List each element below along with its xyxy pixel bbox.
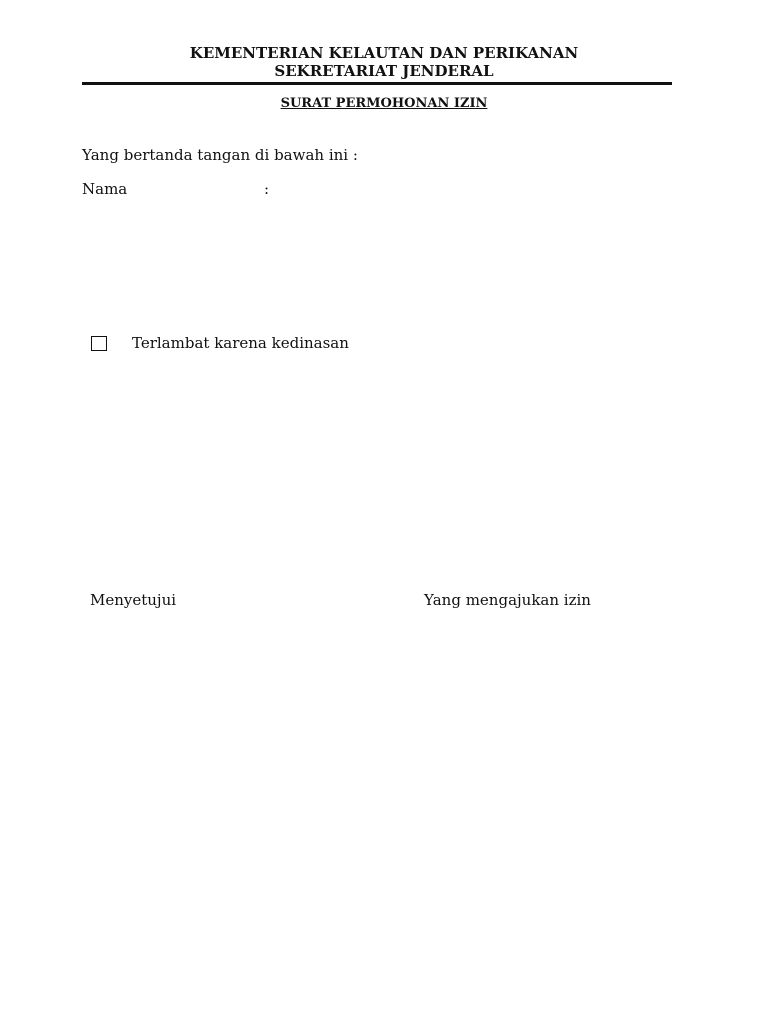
- document-title: SURAT PERMOHONAN IZIN: [280, 96, 488, 111]
- ministry-name: KEMENTERIAN KELAUTAN DAN PERIKANAN: [189, 44, 579, 62]
- intro-text: Yang bertanda tangan di bawah ini :: [82, 146, 358, 164]
- checkbox-terlambat-kedinasan[interactable]: [91, 336, 107, 351]
- applicant-heading: Yang mengajukan izin: [424, 591, 591, 609]
- field-colon-nama: :: [264, 180, 270, 198]
- checkbox-label-terlambat-kedinasan: Terlambat karena kedinasan: [132, 334, 349, 352]
- field-label-nama: Nama: [82, 180, 128, 198]
- header-divider: [82, 82, 672, 85]
- approval-heading: Menyetujui: [90, 591, 177, 609]
- secretariat-name: SEKRETARIAT JENDERAL: [274, 62, 494, 80]
